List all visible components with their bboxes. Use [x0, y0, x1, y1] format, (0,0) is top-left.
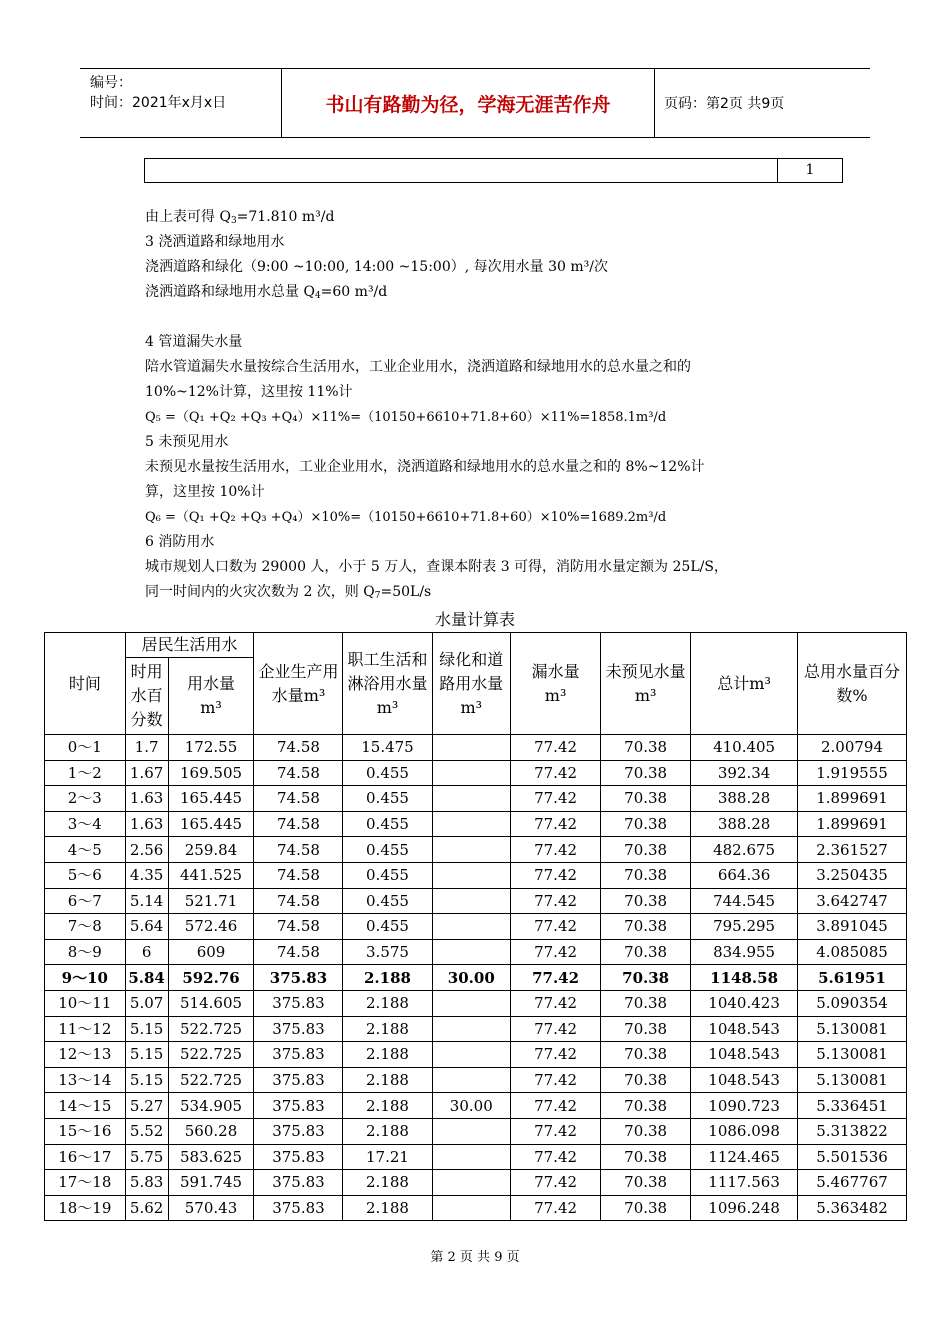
table-cell: 3.642747 — [798, 888, 907, 914]
table-body — [45, 735, 907, 1221]
table-cell: 70.38 — [601, 888, 691, 914]
col-resident: 居民生活用水 — [125, 633, 254, 658]
table-cell: 5.130081 — [798, 1016, 907, 1042]
table-cell: 572.46 — [168, 914, 254, 940]
table-row — [45, 1016, 907, 1042]
table-cell: 2.188 — [343, 965, 432, 991]
table-cell: 482.675 — [691, 837, 798, 863]
previous-table-fragment — [144, 158, 843, 183]
table-cell: 795.295 — [691, 914, 798, 940]
paragraph: 算，这里按 10%计 — [145, 484, 265, 500]
table-cell: 388.28 — [691, 786, 798, 812]
table-cell: 13～14 — [45, 1067, 126, 1093]
table-cell: 14～15 — [45, 1093, 126, 1119]
table-cell: 77.42 — [511, 965, 601, 991]
table-cell: 2.188 — [343, 1195, 432, 1221]
table-cell: 1040.423 — [691, 990, 798, 1016]
table-cell: 70.38 — [601, 862, 691, 888]
table-cell: 5.27 — [125, 1093, 168, 1119]
table-cell: 77.42 — [511, 888, 601, 914]
table-cell: 0.455 — [343, 786, 432, 812]
col-time: 时间 — [45, 633, 126, 735]
table-cell: 77.42 — [511, 939, 601, 965]
table-cell: 5.14 — [125, 888, 168, 914]
table-cell: 0.455 — [343, 760, 432, 786]
header-page-number: 页码：第2页 共9页 — [664, 96, 785, 112]
table-row — [45, 1170, 907, 1196]
table-cell: 375.83 — [254, 1170, 343, 1196]
table-cell: 74.58 — [254, 939, 343, 965]
table-cell: 0.455 — [343, 837, 432, 863]
table-cell: 5.501536 — [798, 1144, 907, 1170]
table-row — [45, 862, 907, 888]
table-cell: 77.42 — [511, 1195, 601, 1221]
table-cell: 514.605 — [168, 990, 254, 1016]
table-cell: 3.891045 — [798, 914, 907, 940]
table-cell: 0.455 — [343, 914, 432, 940]
table-cell: 375.83 — [254, 1118, 343, 1144]
table-cell: 583.625 — [168, 1144, 254, 1170]
col-green: 绿化和道路用水量 m³ — [432, 633, 511, 735]
table-cell: 5.64 — [125, 914, 168, 940]
table-cell: 1.63 — [125, 811, 168, 837]
table-cell: 5.090354 — [798, 990, 907, 1016]
col-total-pct: 总用水量百分数% — [798, 633, 907, 735]
table-cell: 1117.563 — [691, 1170, 798, 1196]
table-cell: 2.188 — [343, 990, 432, 1016]
table-cell: 74.58 — [254, 760, 343, 786]
table-cell: 521.71 — [168, 888, 254, 914]
table-cell: 1124.465 — [691, 1144, 798, 1170]
table-cell: 1.899691 — [798, 786, 907, 812]
table-cell: 5.467767 — [798, 1170, 907, 1196]
table-cell: 392.34 — [691, 760, 798, 786]
table-cell: 77.42 — [511, 1016, 601, 1042]
table-cell: 1.919555 — [798, 760, 907, 786]
table-cell: 30.00 — [432, 1093, 511, 1119]
table-cell: 5.15 — [125, 1042, 168, 1068]
table-row — [45, 1093, 907, 1119]
table-cell — [432, 735, 511, 761]
table-cell: 5.75 — [125, 1144, 168, 1170]
table-cell: 70.38 — [601, 786, 691, 812]
table-cell: 15～16 — [45, 1118, 126, 1144]
table-cell: 4.085085 — [798, 939, 907, 965]
table-cell: 77.42 — [511, 990, 601, 1016]
table-cell: 6～7 — [45, 888, 126, 914]
table-cell: 2.188 — [343, 1016, 432, 1042]
table-cell: 18～19 — [45, 1195, 126, 1221]
table-cell: 2.188 — [343, 1093, 432, 1119]
table-row — [45, 1042, 907, 1068]
table-cell: 375.83 — [254, 1093, 343, 1119]
table-cell: 74.58 — [254, 888, 343, 914]
table-cell: 16～17 — [45, 1144, 126, 1170]
table-cell: 5.61951 — [798, 965, 907, 991]
table-cell: 1086.098 — [691, 1118, 798, 1144]
col-staff: 职工生活和淋浴用水量m³ — [343, 633, 432, 735]
table-cell: 592.76 — [168, 965, 254, 991]
table-cell: 375.83 — [254, 1067, 343, 1093]
table-cell: 70.38 — [601, 914, 691, 940]
table-cell: 410.405 — [691, 735, 798, 761]
table-cell: 70.38 — [601, 837, 691, 863]
table-cell: 2.188 — [343, 1170, 432, 1196]
table-cell: 5.84 — [125, 965, 168, 991]
section-heading: 3 浇洒道路和绿地用水 — [145, 234, 285, 250]
table-cell: 2～3 — [45, 786, 126, 812]
table-cell — [432, 1144, 511, 1170]
paragraph: 陪水管道漏失水量按综合生活用水，工业企业用水，浇洒道路和绿地用水的总水量之和的 — [145, 359, 691, 375]
section-heading: 6 消防用水 — [145, 534, 215, 550]
table-cell: 17～18 — [45, 1170, 126, 1196]
table-cell — [432, 1042, 511, 1068]
table-title: 水量计算表 — [434, 610, 515, 629]
table-cell — [432, 1195, 511, 1221]
table-cell: 522.725 — [168, 1042, 254, 1068]
table-cell: 560.28 — [168, 1118, 254, 1144]
table-cell: 0.455 — [343, 888, 432, 914]
table-cell: 77.42 — [511, 760, 601, 786]
table-cell: 74.58 — [254, 811, 343, 837]
header-meta — [80, 69, 282, 137]
table-cell: 17.21 — [343, 1144, 432, 1170]
table-cell: 5.15 — [125, 1016, 168, 1042]
table-cell: 2.188 — [343, 1067, 432, 1093]
table-cell: 2.00794 — [798, 735, 907, 761]
table-cell: 172.55 — [168, 735, 254, 761]
table-cell: 1～2 — [45, 760, 126, 786]
formula: Q₅ =（Q₁ +Q₂ +Q₃ +Q₄）×11%=（10150+6610+71.8+60）×11%=1858.1m³/d — [145, 410, 667, 425]
water-calculation-table — [44, 632, 907, 1221]
paragraph: 浇洒道路和绿地用水总量 $Q_4=60$ m³/d — [145, 284, 388, 301]
table-cell: 1096.248 — [691, 1195, 798, 1221]
table-cell: 30.00 — [432, 965, 511, 991]
table-cell: 77.42 — [511, 1118, 601, 1144]
table-cell: 5.313822 — [798, 1118, 907, 1144]
col-total: 总计m³ — [691, 633, 798, 735]
table-cell: 10～11 — [45, 990, 126, 1016]
table-cell: 74.58 — [254, 862, 343, 888]
table-cell: 5.363482 — [798, 1195, 907, 1221]
table-cell: 2.188 — [343, 1118, 432, 1144]
col-enterprise: 企业生产用水量m³ — [254, 633, 343, 735]
table-cell: 609 — [168, 939, 254, 965]
table-cell: 5.130081 — [798, 1067, 907, 1093]
document-body — [145, 205, 825, 605]
table-row — [45, 786, 907, 812]
table-cell: 1.63 — [125, 786, 168, 812]
formula: Q₆ =（Q₁ +Q₂ +Q₃ +Q₄）×10%=（10150+6610+71.8+60）×10%=1689.2m³/d — [145, 510, 667, 525]
paragraph: 由上表可得 $Q_3=71.810$ m³/d — [145, 209, 335, 226]
table-cell: 1048.543 — [691, 1042, 798, 1068]
table-cell: 664.36 — [691, 862, 798, 888]
table-cell: 375.83 — [254, 1016, 343, 1042]
table-cell: 375.83 — [254, 1195, 343, 1221]
col-pct: 时用水百分数 — [125, 658, 168, 735]
table-cell: 375.83 — [254, 965, 343, 991]
table-cell: 11～12 — [45, 1016, 126, 1042]
table-cell — [432, 914, 511, 940]
table-row — [45, 811, 907, 837]
table-cell: 70.38 — [601, 965, 691, 991]
table-row — [45, 1118, 907, 1144]
table-cell: 165.445 — [168, 811, 254, 837]
table-cell: 5.83 — [125, 1170, 168, 1196]
col-leak: 漏水量 m³ — [511, 633, 601, 735]
table-cell — [432, 811, 511, 837]
table-cell: 2.188 — [343, 1042, 432, 1068]
table-cell: 169.505 — [168, 760, 254, 786]
previous-table-cell: 1 — [777, 159, 842, 182]
table-cell: 9～10 — [45, 965, 126, 991]
table-cell: 70.38 — [601, 1093, 691, 1119]
col-water: 用水量 m³ — [168, 658, 254, 735]
table-cell: 1048.543 — [691, 1016, 798, 1042]
table-row — [45, 760, 907, 786]
table-cell: 74.58 — [254, 786, 343, 812]
table-cell: 77.42 — [511, 837, 601, 863]
table-cell: 5.130081 — [798, 1042, 907, 1068]
table-cell: 534.905 — [168, 1093, 254, 1119]
table-cell: 1.7 — [125, 735, 168, 761]
table-cell: 70.38 — [601, 1016, 691, 1042]
table-row — [45, 888, 907, 914]
table-cell: 77.42 — [511, 1067, 601, 1093]
table-cell: 375.83 — [254, 990, 343, 1016]
table-cell: 70.38 — [601, 939, 691, 965]
table-cell: 70.38 — [601, 990, 691, 1016]
table-cell: 77.42 — [511, 1093, 601, 1119]
table-row — [45, 965, 907, 991]
table-cell: 0～1 — [45, 735, 126, 761]
table-cell: 70.38 — [601, 760, 691, 786]
table-row — [45, 939, 907, 965]
table-cell: 1148.58 — [691, 965, 798, 991]
table-row — [45, 914, 907, 940]
table-cell: 77.42 — [511, 1170, 601, 1196]
table-cell: 165.445 — [168, 786, 254, 812]
table-cell: 2.361527 — [798, 837, 907, 863]
table-cell: 77.42 — [511, 862, 601, 888]
table-cell: 375.83 — [254, 1042, 343, 1068]
table-cell: 74.58 — [254, 735, 343, 761]
table-cell: 3～4 — [45, 811, 126, 837]
table-cell: 2.56 — [125, 837, 168, 863]
table-cell: 4.35 — [125, 862, 168, 888]
table-cell: 4～5 — [45, 837, 126, 863]
table-row — [45, 1144, 907, 1170]
table-cell: 3.250435 — [798, 862, 907, 888]
table-cell: 375.83 — [254, 1144, 343, 1170]
table-cell: 834.955 — [691, 939, 798, 965]
table-cell: 1048.543 — [691, 1067, 798, 1093]
table-cell: 77.42 — [511, 1144, 601, 1170]
table-row — [45, 837, 907, 863]
table-cell — [432, 837, 511, 863]
section-heading: 5 未预见用水 — [145, 434, 229, 450]
table-cell — [432, 1016, 511, 1042]
table-cell: 70.38 — [601, 735, 691, 761]
table-cell: 70.38 — [601, 1195, 691, 1221]
table-cell — [432, 786, 511, 812]
serial-number-label: 编号： — [90, 75, 132, 91]
table-cell: 5.07 — [125, 990, 168, 1016]
table-cell: 522.725 — [168, 1016, 254, 1042]
table-cell: 8～9 — [45, 939, 126, 965]
table-cell — [432, 1170, 511, 1196]
table-cell: 77.42 — [511, 914, 601, 940]
table-cell: 744.545 — [691, 888, 798, 914]
table-cell: 6 — [125, 939, 168, 965]
table-cell: 70.38 — [601, 1118, 691, 1144]
page-header — [80, 68, 870, 138]
section-heading: 4 管道漏失水量 — [145, 334, 243, 350]
paragraph: 浇洒道路和绿化（9:00 ~10:00, 14:00 ~15:00）, 每次用水量 30 m³/次 — [145, 259, 608, 275]
table-cell: 77.42 — [511, 735, 601, 761]
table-cell: 70.38 — [601, 811, 691, 837]
table-row — [45, 1067, 907, 1093]
table-cell: 388.28 — [691, 811, 798, 837]
table-cell: 1090.723 — [691, 1093, 798, 1119]
table-cell — [432, 888, 511, 914]
table-cell: 7～8 — [45, 914, 126, 940]
table-cell: 0.455 — [343, 811, 432, 837]
table-cell: 77.42 — [511, 1042, 601, 1068]
table-cell: 70.38 — [601, 1144, 691, 1170]
table-cell: 5.52 — [125, 1118, 168, 1144]
paragraph: 城市规划人口数为 29000 人，小于 5 万人，查课本附表 3 可得，消防用水量定额为 25L/S， — [145, 559, 728, 575]
page-footer: 第 2 页 共 9 页 — [430, 1250, 520, 1265]
table-cell: 3.575 — [343, 939, 432, 965]
table-cell: 74.58 — [254, 914, 343, 940]
table-cell: 5.336451 — [798, 1093, 907, 1119]
table-cell: 441.525 — [168, 862, 254, 888]
table-cell: 77.42 — [511, 811, 601, 837]
col-unforeseen: 未预见水量m³ — [601, 633, 691, 735]
table-cell: 1.899691 — [798, 811, 907, 837]
table-cell: 259.84 — [168, 837, 254, 863]
table-row — [45, 990, 907, 1016]
table-cell: 5.62 — [125, 1195, 168, 1221]
table-cell: 591.745 — [168, 1170, 254, 1196]
table-cell: 5.15 — [125, 1067, 168, 1093]
table-cell: 5～6 — [45, 862, 126, 888]
table-cell: 74.58 — [254, 837, 343, 863]
table-cell: 70.38 — [601, 1067, 691, 1093]
table-cell — [432, 1067, 511, 1093]
table-cell: 1.67 — [125, 760, 168, 786]
table-cell: 0.455 — [343, 862, 432, 888]
table-cell — [432, 990, 511, 1016]
table-cell: 70.38 — [601, 1170, 691, 1196]
table-cell — [432, 862, 511, 888]
table-cell: 570.43 — [168, 1195, 254, 1221]
table-cell: 77.42 — [511, 786, 601, 812]
table-cell: 522.725 — [168, 1067, 254, 1093]
paragraph: 10%~12%计算，这里按 11%计 — [145, 384, 353, 400]
table-cell: 15.475 — [343, 735, 432, 761]
table-cell — [432, 1118, 511, 1144]
table-cell — [432, 760, 511, 786]
date-label: 时间：2021年x月x日 — [90, 95, 227, 111]
table-row — [45, 1195, 907, 1221]
table-cell: 12～13 — [45, 1042, 126, 1068]
table-cell — [432, 939, 511, 965]
table-cell: 70.38 — [601, 1042, 691, 1068]
table-row — [45, 735, 907, 761]
paragraph: 未预见水量按生活用水，工业企业用水，浇洒道路和绿地用水的总水量之和的 8%~12%计 — [145, 459, 705, 475]
paragraph: 同一时间内的火灾次数为 2 次，则 $Q_7=50L/s$ — [145, 584, 432, 601]
header-motto: 书山有路勤为径，学海无涯苦作舟 — [282, 69, 655, 137]
